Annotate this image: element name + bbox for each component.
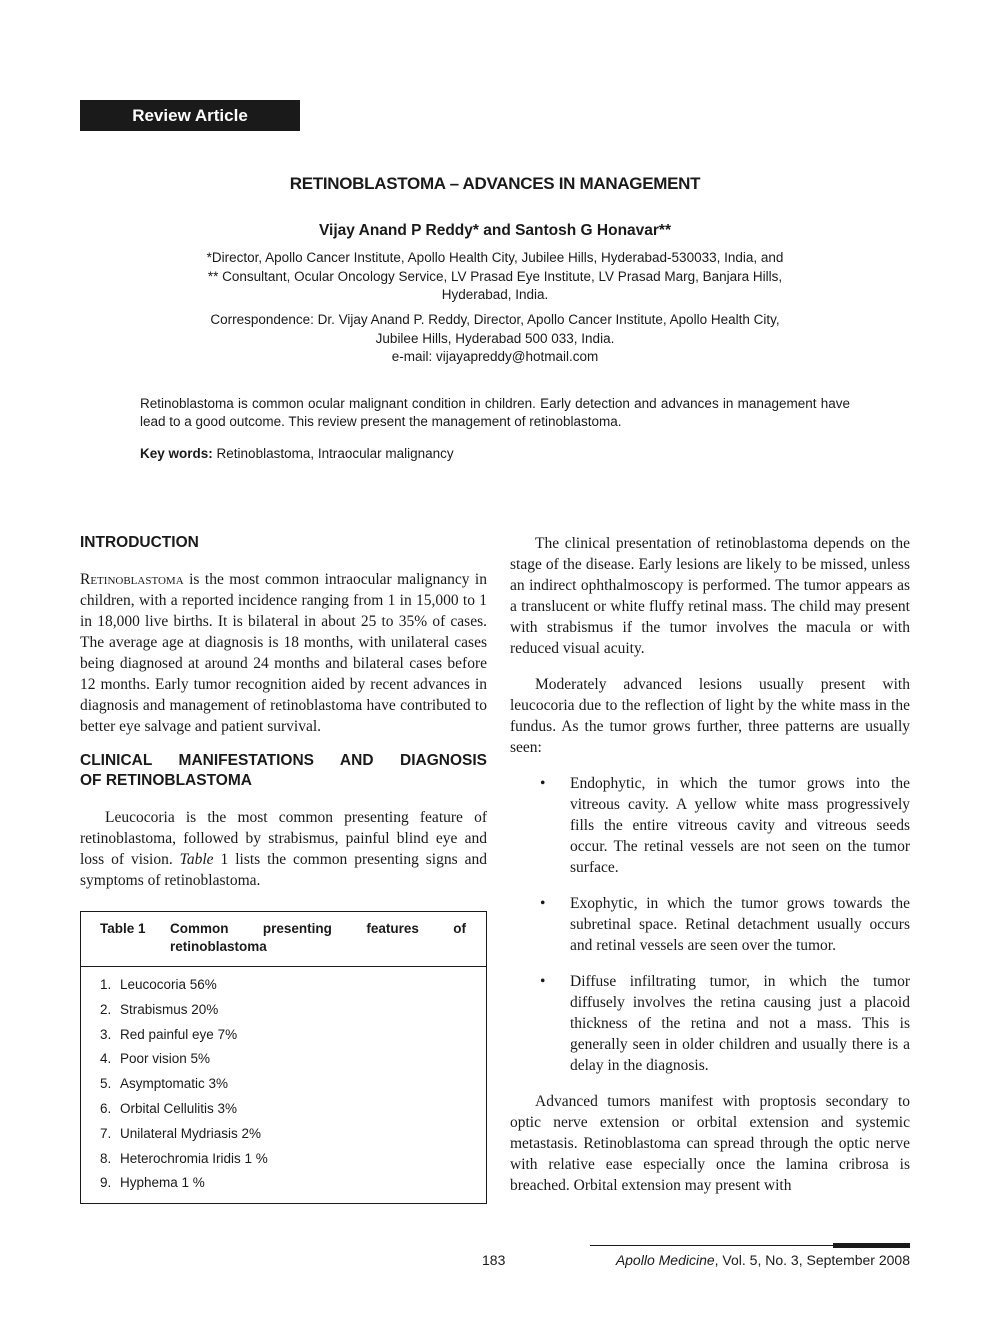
table-row — [100, 1023, 486, 1048]
row-text: Heterochromia Iridis 1 % — [120, 1150, 268, 1166]
table-header — [81, 912, 486, 967]
keywords — [140, 446, 454, 461]
row-text: Asymptomatic 3% — [120, 1076, 229, 1092]
clinical-heading-line: CLINICAL MANIFESTATIONS AND DIAGNOSIS — [80, 752, 487, 769]
abstract: Retinoblastoma is common ocular malignant condition in children. Early detection and advances in management have lead to a good outcome. This review present the management of retinoblastoma. — [140, 396, 850, 429]
intro-paragraph — [80, 569, 487, 737]
list-item-text: Diffuse infiltrating tumor, in which the tumor diffusely involves the retina causing just a placoid thickness of the retina and not a mass. This is generally seen in older children and usually there is a delay in the diagnosis. — [570, 973, 910, 1074]
features-table — [80, 911, 487, 1204]
journal-citation — [616, 1252, 910, 1268]
clinical-text: 1 lists the common presenting signs and symptoms of retinoblastoma. — [80, 851, 487, 889]
bullet-marker: • — [540, 895, 546, 912]
affiliation-line: *Director, Apollo Cancer Institute, Apollo Health City, Jubilee Hills, Hyderabad-530033, India, and — [206, 250, 784, 265]
affiliations — [150, 249, 840, 305]
presentation-paragraph: The clinical presentation of retinoblastoma depends on the stage of the disease. Early lesions are likely to be missed, unless an indirect ophthalmoscopy is performed. The tumor appears as a translucent or white fluffy retinal mass. The child may present with strabismus if the tumor involves the macula or with reduced visual acuity. — [510, 535, 910, 657]
clinical-text: Leucocoria is the most common presenting feature of retinoblastoma, followed by strabismus, painful blind eye and loss of vision. — [80, 809, 487, 868]
list-item-text: Endophytic, in which the tumor grows into the vitreous cavity. A yellow white mass progressively fills the entire vitreous cavity and vitreous seeds occur. The retinal vessels are not seen on the tumor surface. — [570, 775, 910, 876]
clinical-paragraph — [80, 807, 487, 891]
row-number: 5. — [100, 1076, 112, 1092]
row-number: 7. — [100, 1125, 112, 1141]
row-text: Leucocoria 56% — [120, 977, 217, 992]
table-caption-line: Common presenting features of — [170, 921, 466, 936]
bullet-marker: • — [540, 973, 546, 990]
table-row — [100, 1097, 486, 1122]
advanced-tumors-paragraph: Advanced tumors manifest with proptosis secondary to optic nerve extension or orbital extension and systemic metastasis. Retinoblastoma can spread through the optic nerve with relative ease especially once the lamina cribrosa is breached. Orbital extension may present with — [510, 1093, 910, 1194]
table-row — [100, 998, 486, 1023]
table-caption — [170, 920, 466, 956]
table-row — [100, 1171, 486, 1196]
row-number: 8. — [100, 1150, 112, 1166]
article-authors: Vijay Anand P Reddy* and Santosh G Honavar** — [318, 222, 671, 239]
table-row — [100, 1072, 486, 1097]
row-text: Strabismus 20% — [120, 1001, 219, 1017]
correspondence-line: Jubilee Hills, Hyderabad 500 033, India. — [375, 330, 615, 346]
journal-name: Apollo Medicine — [615, 1252, 715, 1268]
table-row — [100, 973, 486, 998]
footer-bar — [833, 1243, 910, 1248]
right-column — [510, 533, 910, 1196]
intro-heading: INTRODUCTION — [80, 534, 199, 551]
left-column — [80, 533, 487, 1204]
correspondence-email: e-mail: vijayapreddy@hotmail.com — [391, 349, 599, 364]
correspondence — [150, 311, 840, 367]
article-title: RETINOBLASTOMA – ADVANCES IN MANAGEMENT — [289, 174, 701, 193]
clinical-heading-line: OF RETINOBLASTOMA — [80, 772, 252, 789]
affiliation-line: ** Consultant, Ocular Oncology Service, LV Prasad Eye Institute, LV Prasad Marg, Banjara Hills, — [207, 268, 783, 284]
table-row — [100, 1047, 486, 1072]
table-caption-line: retinoblastoma — [170, 939, 267, 954]
row-number: 3. — [100, 1026, 112, 1042]
row-text: Unilateral Mydriasis 2% — [120, 1125, 262, 1141]
row-number: 4. — [100, 1051, 112, 1067]
clinical-heading — [80, 751, 487, 791]
journal-issue: , Vol. 5, No. 3, September 2008 — [714, 1252, 910, 1268]
row-text: Poor vision 5% — [120, 1051, 211, 1067]
list-item — [510, 971, 910, 1076]
intro-text: is the most common intraocular malignancy in children, with a reported incidence ranging from 1 in 15,000 to 1 in 18,000 live births. It is bilateral in about 25 to 35% of cases. The average age at diagnosis is 18 months, with unilateral cases being diagnosed at around 24 months and bilateral cases before 12 months. Early tumor recognition aided by recent advances in diagnosis and management of retinoblastoma have contributed to better eye salvage and patient survival. — [80, 571, 487, 735]
row-text: Hyphema 1 % — [120, 1175, 205, 1191]
affiliation-line: Hyderabad, India. — [441, 287, 549, 302]
list-item — [510, 773, 910, 878]
section-label: Review Article — [80, 100, 300, 131]
list-item-text: Exophytic, in which the tumor grows towards the subretinal space. Retinal detachment usually occurs and retinal vessels are seen over the tumor. — [570, 895, 910, 954]
table-row — [100, 1122, 486, 1147]
intro-first-word: Retinoblastoma — [80, 571, 184, 588]
table-reference: Table — [179, 851, 214, 868]
growth-patterns-list — [510, 773, 910, 1076]
table-row — [100, 1147, 486, 1172]
keywords-value: Retinoblastoma, Intraocular malignancy — [216, 446, 454, 461]
row-number: 6. — [100, 1100, 112, 1116]
keywords-label: Key words: — [140, 446, 213, 461]
row-number: 9. — [100, 1175, 112, 1191]
row-text: Red painful eye 7% — [120, 1026, 238, 1042]
correspondence-line: Correspondence: Dr. Vijay Anand P. Reddy, Director, Apollo Cancer Institute, Apollo Health City, — [210, 312, 780, 327]
advanced-lesions-paragraph: Moderately advanced lesions usually present with leucocoria due to the reflection of light by the white mass in the fundus. As the tumor grows further, three patterns are usually seen: — [510, 676, 910, 756]
row-number: 2. — [100, 1001, 112, 1017]
table-body — [81, 967, 486, 1203]
list-item — [510, 893, 910, 956]
table-label: Table 1 — [100, 921, 146, 936]
row-text: Orbital Cellulitis 3% — [120, 1100, 238, 1116]
bullet-marker: • — [540, 775, 546, 792]
row-number: 1. — [100, 977, 112, 992]
page-number: 183 — [482, 1252, 506, 1268]
